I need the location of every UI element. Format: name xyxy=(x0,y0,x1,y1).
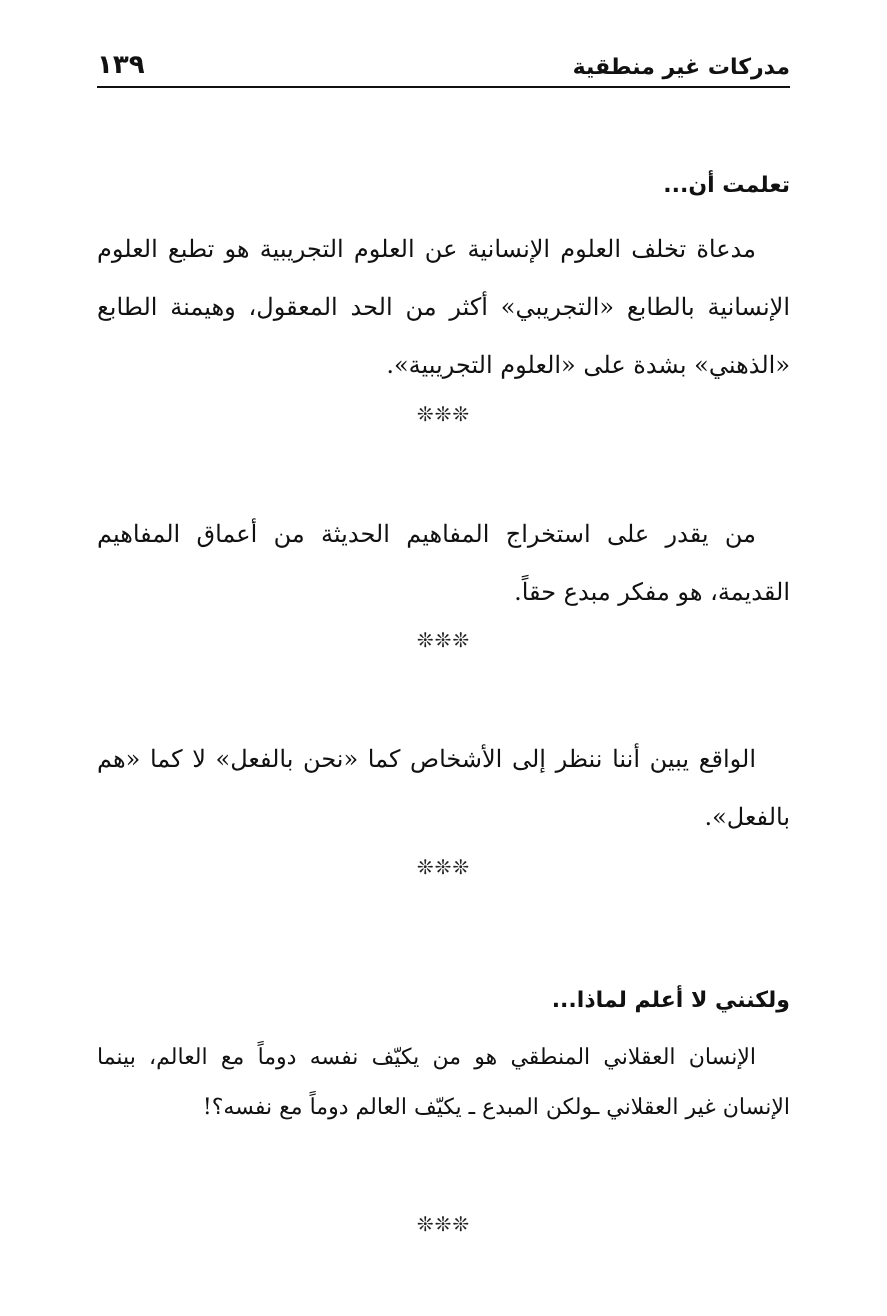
section-3 xyxy=(97,730,790,846)
book-page xyxy=(97,0,790,1316)
section-1 xyxy=(97,170,790,394)
running-header xyxy=(97,40,790,88)
section-separator: ❊❊❊ xyxy=(416,402,471,426)
paragraph: الواقع يبين أننا ننظر إلى الأشخاص كما «نحن بالفعل» لا كما «هم بالفعل». xyxy=(97,745,790,831)
running-title: مدركات غير منطقية xyxy=(572,55,790,80)
section-separator: ❊❊❊ xyxy=(416,1212,471,1236)
section-2 xyxy=(97,505,790,621)
paragraph: من يقدر على استخراج المفاهيم الحديثة من أعماق المفاهيم القديمة، هو مفكر مبدع حقاً. xyxy=(97,520,790,606)
page-number: ١٣٩ xyxy=(97,50,145,80)
paragraph: مدعاة تخلف العلوم الإنسانية عن العلوم التجريبية هو تطبع العلوم الإنسانية بالطابع «التجريبي» أكثر من الحد المعقول، وهيمنة الطابع «الذهني» بشدة على «العلوم التجريبية». xyxy=(97,235,790,379)
paragraph: الإنسان العقلاني المنطقي هو من يكيّف نفسه دوماً مع العالم، بينما الإنسان غير العقلاني ـولكن المبدع ـ يكيّف العالم دوماً مع نفسه؟! xyxy=(97,1045,790,1120)
section-heading: تعلمت أن... xyxy=(663,173,790,198)
section-separator: ❊❊❊ xyxy=(416,628,471,652)
section-separator: ❊❊❊ xyxy=(416,855,471,879)
section-4 xyxy=(97,985,790,1133)
section-heading: ولكنني لا أعلم لماذا... xyxy=(551,988,790,1013)
